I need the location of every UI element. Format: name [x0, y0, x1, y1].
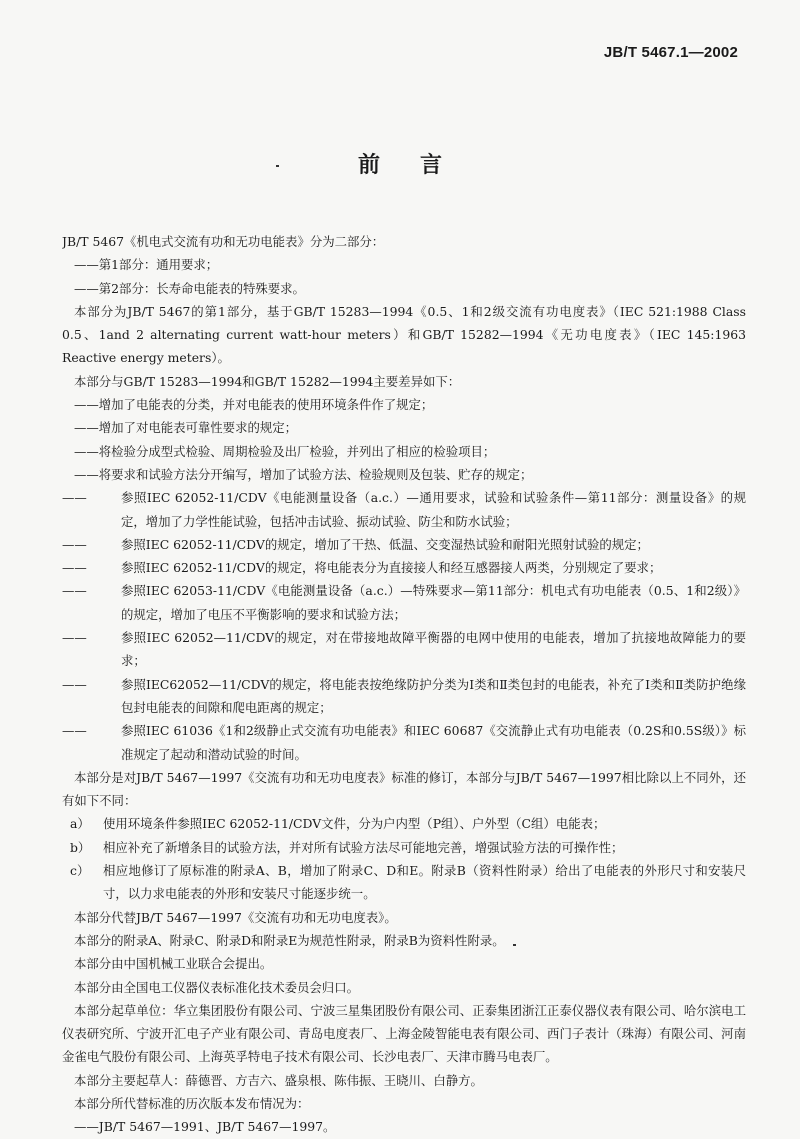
dash-mark: ——	[62, 583, 87, 599]
item-label: a）	[70, 816, 90, 832]
diff-intro: 本部分与GB/T 15283—1994和GB/T 15282—1994主要差异如下：	[74, 373, 461, 389]
title-char-1: 前	[357, 153, 380, 178]
part1-line: ——第1部分：通用要求；	[74, 257, 219, 273]
revision-item-b	[62, 836, 746, 859]
appendix-line: 本部分的附录A、附录C、附录D和附录E为规范性附录，附录B为资料性附录。	[74, 932, 505, 948]
page-title	[0, 148, 800, 179]
history-line: ——JB/T 5467—1991、JB/T 5467—1997。	[74, 1119, 336, 1135]
revision-item-a	[62, 812, 746, 835]
diff-item-hanging	[62, 673, 746, 720]
item-label: c）	[70, 863, 90, 879]
drafters-org-paragraph: 本部分起草单位：华立集团股份有限公司、宁波三星集团股份有限公司、正泰集团浙江正泰仪器仪表有限公司、哈尔滨电工仪表研究所、宁波开汇电子产业有限公司、青岛电度表厂、上海金陵智能电表有限公司、西门子表计（珠海）有限公司、河南金雀电气股份有限公司、上海英孚特电子技术有限公司、长沙电表厂、天津市腾马电表厂。	[62, 1002, 746, 1065]
diff-item-text: 参照IEC 62052—11/CDV的规定，对在带接地故障平衡器的电网中使用的电能表，增加了抗接地故障能力的要求；	[121, 630, 746, 669]
revision-paragraph: 本部分是对JB/T 5467—1997《交流有功和无功电度表》标准的修订，本部分与JB/T 5467—1997相比除以上不同外，还有如下不同：	[62, 769, 746, 809]
diff-item-text: 参照IEC 62052-11/CDV的规定，增加了干热、低温、交变湿热试验和耐阳光照射试验的规定；	[121, 536, 649, 552]
title-char-2: 言	[420, 153, 443, 178]
replaces-line: 本部分代替JB/T 5467—1997《交流有功和无功电度表》。	[74, 909, 397, 925]
dash-mark: ——	[62, 676, 87, 692]
history-intro-line: 本部分所代替标准的历次版本发布情况为：	[74, 1095, 310, 1111]
dash-mark: ——	[62, 560, 87, 576]
basis-paragraph: 本部分为JB/T 5467的第1部分，基于GB/T 15283—1994《0.5、1和2级交流有功电度表》（IEC 521:1988 Class 0.5、1and 2 alternating current watt-hour meters）和GB/T 15282—1994《无功电度表》（IEC 145:1963 Reactive energy meters）。	[62, 303, 746, 366]
dash-mark: ——	[62, 723, 87, 739]
diff-item: ——将检验分成型式检验、周期检验及出厂检验，并列出了相应的检验项目；	[74, 443, 496, 459]
item-text: 使用环境条件参照IEC 62052-11/CDV文件，分为户内型（P组）、户外型（C组）电能表；	[103, 816, 606, 832]
revision-item-c	[62, 859, 746, 906]
diff-item: ——增加了对电能表可靠性要求的规定；	[74, 420, 298, 436]
diff-item-hanging	[62, 579, 746, 626]
diff-item-hanging	[62, 533, 746, 556]
item-text: 相应补充了新增条目的试验方法，并对所有试验方法尽可能地完善，增强试验方法的可操作性；	[103, 839, 624, 855]
diff-item-text: 参照IEC 62052-11/CDV的规定，将电能表分为直接接人和经互感器接人两类，分别规定了要求；	[121, 560, 662, 576]
dash-mark: ——	[62, 536, 87, 552]
diff-item: ——将要求和试验方法分开编写，增加了试验方法、检验规则及包装、贮存的规定；	[74, 466, 533, 482]
dash-mark: ——	[62, 490, 87, 506]
diff-item-text: 参照IEC 61036《1和2级静止式交流有功电能表》和IEC 60687《交流静止式有功电能表（0.2S和0.5S级）》标准规定了起动和潜动试验的时间。	[121, 723, 746, 762]
dash-mark: ——	[62, 630, 87, 646]
intro-paragraph: JB/T 5467《机电式交流有功和无功电能表》分为二部分：	[62, 234, 385, 249]
item-text: 相应地修订了原标准的附录A、B，增加了附录C、D和E。附录B（资料性附录）给出了电能表的外形尺寸和安装尺寸，以力求电能表的外形和安装尺寸能逐步统一。	[103, 863, 746, 902]
foreword-body	[62, 230, 746, 1139]
scan-speck	[276, 165, 279, 167]
diff-item-hanging	[62, 719, 746, 766]
diff-item-hanging	[62, 626, 746, 673]
diff-item: ——增加了电能表的分类，并对电能表的使用环境条件作了规定；	[74, 397, 434, 413]
proposed-line: 本部分由中国机械工业联合会提出。	[74, 956, 273, 972]
diff-item-text: 参照IEC 62053-11/CDV《电能测量设备（a.c.）—特殊要求—第11部分：机电式有功电能表（0.5、1和2级）》的规定，增加了电压不平衡影响的要求和试验方法；	[121, 583, 746, 622]
diff-item-hanging	[62, 486, 746, 533]
managed-line: 本部分由全国电工仪器仪表标准化技术委员会归口。	[74, 979, 359, 995]
standard-number: JB/T 5467.1—2002	[603, 44, 738, 61]
drafters-people-line: 本部分主要起草人：薛德晋、方吉六、盛泉根、陈伟振、王晓川、白静方。	[74, 1072, 483, 1088]
item-label: b）	[70, 839, 91, 855]
diff-item-hanging	[62, 556, 746, 579]
part2-line: ——第2部分：长寿命电能表的特殊要求。	[74, 280, 305, 296]
diff-item-text: 参照IEC62052—11/CDV的规定，将电能表按绝缘防护分类为Ⅰ类和Ⅱ类包封的电能表，补充了Ⅰ类和Ⅱ类防护绝缘包封电能表的间隙和爬电距离的规定；	[121, 676, 746, 715]
diff-item-text: 参照IEC 62052-11/CDV《电能测量设备（a.c.）—通用要求，试验和试验条件—第11部分：测量设备》的规定，增加了力学性能试验，包括冲击试验、振动试验、防尘和防水试验；	[121, 490, 746, 529]
